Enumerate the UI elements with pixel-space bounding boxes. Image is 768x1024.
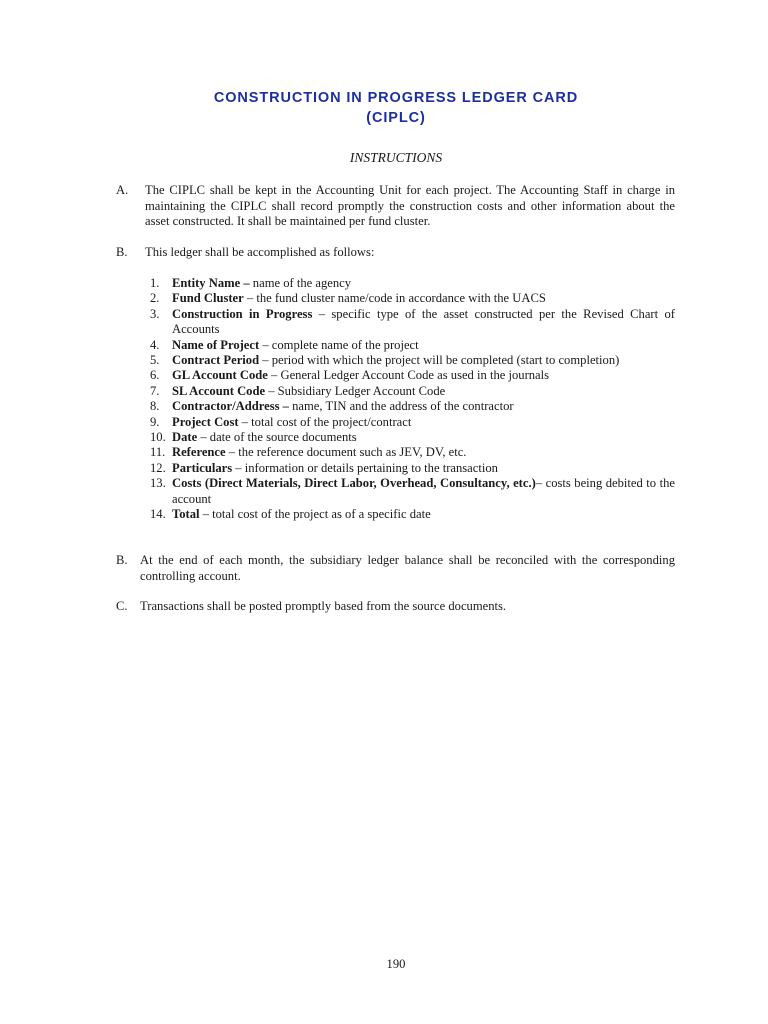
list-item-description: – total cost of the project/contract	[238, 414, 412, 429]
list-item-term: Name of Project	[172, 337, 260, 352]
list-item-term: Costs (Direct Materials, Direct Labor, Overhead, Consultancy, etc.)	[172, 476, 536, 491]
list-item-term: Contract Period	[172, 353, 260, 368]
list-item-description: – complete name of the project	[259, 337, 419, 352]
list-item-number: 7.	[150, 383, 160, 398]
list-item-term: Reference	[172, 445, 226, 460]
list-item-number: 11.	[150, 445, 166, 460]
list-item-description: – the reference document such as JEV, DV, etc.	[225, 445, 467, 460]
list-item	[148, 276, 675, 291]
list-item-number: 10.	[150, 430, 166, 445]
list-item	[148, 445, 675, 460]
list-item	[148, 384, 675, 399]
document-title	[0, 88, 768, 128]
list-item	[148, 415, 675, 430]
instruction-list	[148, 276, 675, 523]
list-item	[148, 368, 675, 383]
list-item-term: SL Account Code	[172, 383, 266, 398]
section-b-text: This ledger shall be accomplished as follows:	[145, 245, 375, 259]
list-item	[148, 291, 675, 306]
list-item	[148, 476, 675, 507]
list-item	[148, 307, 675, 338]
list-item	[148, 430, 675, 445]
section-c-marker: C.	[116, 599, 128, 613]
section-b2-text: At the end of each month, the subsidiary ledger balance shall be reconciled with the corresponding controlling account.	[140, 553, 675, 583]
list-item	[148, 461, 675, 476]
list-item-description: – costs being debited to the account	[172, 476, 675, 506]
list-item-number: 13.	[150, 476, 166, 491]
list-item-number: 12.	[150, 460, 166, 475]
list-item-term: Contractor/Address –	[172, 399, 289, 414]
list-item-description: – date of the source documents	[197, 430, 357, 445]
list-item-number: 14.	[150, 507, 166, 522]
list-item-term: Particulars	[172, 460, 233, 475]
list-item-description: – total cost of the project as of a specific date	[199, 507, 431, 522]
list-item-term: Construction in Progress	[172, 306, 313, 321]
list-item-description: – the fund cluster name/code in accordance with the UACS	[243, 291, 546, 306]
list-item-number: 9.	[150, 414, 160, 429]
list-item-term: Fund Cluster	[172, 291, 244, 306]
list-item-description: – General Ledger Account Code as used in the journals	[267, 368, 550, 383]
list-item-description: name, TIN and the address of the contractor	[288, 399, 514, 414]
list-item-number: 6.	[150, 368, 160, 383]
list-item-description: – Subsidiary Ledger Account Code	[265, 383, 446, 398]
list-item-number: 3.	[150, 306, 160, 321]
list-item	[148, 399, 675, 414]
instructions-heading: INSTRUCTIONS	[349, 150, 443, 165]
section-a-text: The CIPLC shall be kept in the Accounting Unit for each project. The Accounting Staff in charge in maintaining the CIPLC shall record promptly the construction costs and other information about the asset constructed. It shall be maintained per fund cluster.	[145, 183, 675, 228]
page-number: 190	[386, 957, 406, 971]
list-item-description: – period with which the project will be completed (start to completion)	[259, 353, 620, 368]
section-b2-marker: B.	[116, 553, 128, 567]
list-item-number: 1.	[150, 276, 160, 290]
list-item-description: – specific type of the asset constructed per the Revised Chart of Accounts	[172, 306, 675, 337]
section-a-marker: A.	[116, 183, 129, 197]
list-item-number: 8.	[150, 399, 160, 414]
list-item-description: – information or details pertaining to the transaction	[232, 460, 498, 475]
section-b-marker: B.	[116, 245, 128, 259]
title-line-2: (CIPLC)	[366, 110, 426, 126]
list-item-number: 2.	[150, 291, 160, 306]
list-item-number: 5.	[150, 353, 160, 368]
list-item	[148, 338, 675, 353]
list-item-term: Project Cost	[172, 414, 239, 429]
list-item	[148, 353, 675, 368]
list-item-number: 4.	[150, 337, 160, 352]
list-item	[148, 507, 675, 522]
list-item-term: GL Account Code	[172, 368, 268, 383]
section-c-text: Transactions shall be posted promptly based from the source documents.	[140, 599, 507, 613]
list-item-term: Total	[172, 507, 200, 522]
title-line-1: CONSTRUCTION IN PROGRESS LEDGER CARD	[213, 90, 579, 106]
list-item-term: Date	[172, 430, 198, 445]
list-item-description: name of the agency	[249, 276, 352, 290]
list-item-term: Entity Name –	[172, 276, 250, 290]
